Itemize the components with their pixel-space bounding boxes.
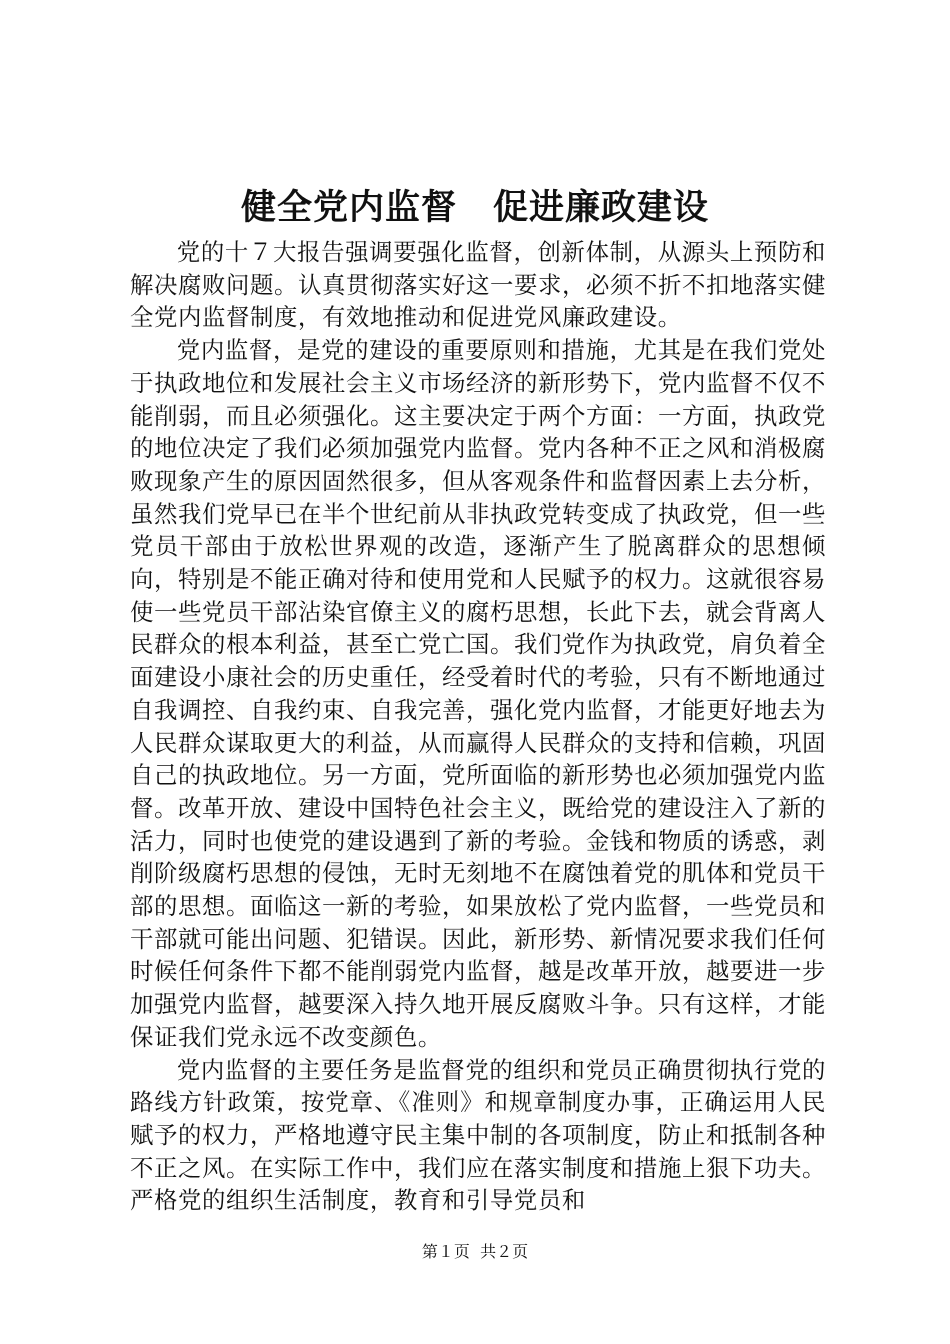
paragraph-1: 党的十７大报告强调要强化监督，创新体制，从源头上预防和解决腐败问题。认真贯彻落实好这一要求，必须不折不扣地落实健全党内监督制度，有效地推动和促进党风廉政建设。 bbox=[130, 238, 826, 332]
page-footer: 第１页 共２页 bbox=[421, 1242, 529, 1261]
paragraph-2: 党内监督，是党的建设的重要原则和措施，尤其是在我们党处于执政地位和发展社会主义市场经济的新形势下，党内监督不仅不能削弱，而且必须强化。这主要决定于两个方面：一方面，执政党的地位决定了我们必须加强党内监督。党内各种不正之风和消极腐败现象产生的原因固然很多，但从客观条件和监督因素上去分析，虽然我们党早已在半个世纪前从非执政党转变成了执政党，但一些党员干部由于放松世界观的改造，逐渐产生了脱离群众的思想倾向，特别是不能正确对待和使用党和人民赋予的权力。这就很容易使一些党员干部沾染官僚主义的腐朽思想，长此下去，就会背离人民群众的根本利益，甚至亡党亡国。我们党作为执政党，肩负着全面建设小康社会的历史重任，经受着时代的考验，只有不断地通过自我调控、自我约束、自我完善，强化党内监督，才能更好地去为人民群众谋取更大的利益，从而赢得人民群众的支持和信赖，巩固自己的执政地位。另一方面，党所面临的新形势也必须加强党内监督。改革开放、建设中国特色社会主义，既给党的建设注入了新的活力，同时也使党的建设遇到了新的考验。金钱和物质的诱惑，剥削阶级腐朽思想的侵蚀，无时无刻地不在腐蚀着党的肌体和党员干部的思想。面临这一新的考验，如果放松了党内监督，一些党员和干部就可能出问题、犯错误。因此，新形势、新情况要求我们任何时候任何条件下都不能削弱党内监督，越是改革开放，越要进一步加强党内监督，越要深入持久地开展反腐败斗争。只有这样，才能保证我们党永远不改变颜色。 bbox=[130, 336, 826, 1051]
document-title: 健全党内监督 促进廉政建设 bbox=[240, 187, 709, 228]
paragraph-3: 党内监督的主要任务是监督党的组织和党员正确贯彻执行党的路线方针政策，按党章、《准则》和规章制度办事，正确运用人民赋予的权力，严格地遵守民主集中制的各项制度，防止和抵制各种不正之风。在实际工作中，我们应在落实制度和措施上狠下功夫。严格党的组织生活制度，教育和引导党员和 bbox=[130, 1055, 826, 1215]
document-body bbox=[130, 236, 826, 1217]
